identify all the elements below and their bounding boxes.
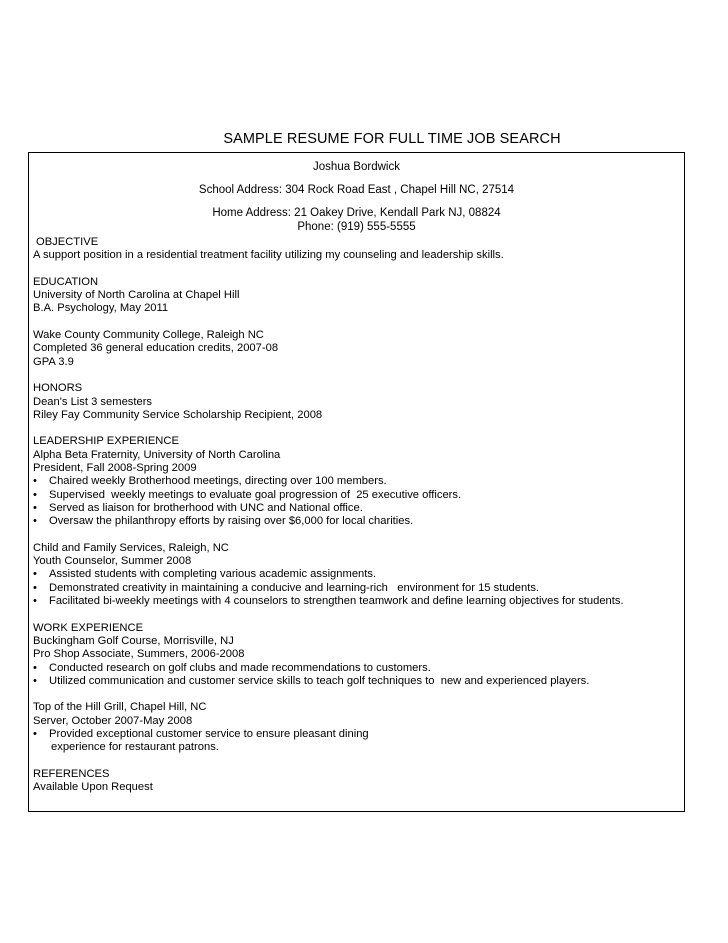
bullet-item	[33, 595, 680, 608]
leadership-heading: LEADERSHIP EXPERIENCE	[33, 435, 179, 448]
bullet-icon: •	[33, 568, 37, 581]
references-heading: REFERENCES	[33, 767, 110, 780]
bullet-item	[33, 582, 680, 595]
work-org-1: Buckingham Golf Course, Morrisville, NJ	[33, 634, 234, 647]
bullet-text: Served as liaison for brotherhood with UNC and National office.	[49, 501, 363, 514]
work-title-1: Pro Shop Associate, Summers, 2006-2008	[33, 648, 245, 661]
bullet-text: Assisted students with completing various academic assignments.	[49, 568, 377, 581]
bullet-continuation: experience for restaurant patrons.	[51, 741, 219, 754]
education-gpa-2: GPA 3.9	[33, 355, 74, 368]
bullet-item	[33, 728, 680, 741]
bullet-icon: •	[33, 581, 37, 594]
home-address: Home Address: 21 Oakey Drive, Kendall Park NJ, 08824	[212, 207, 501, 219]
objective-heading: OBJECTIVE	[36, 236, 99, 248]
education-school-1: University of North Carolina at Chapel Hill	[33, 289, 240, 302]
leadership-title-2: Youth Counselor, Summer 2008	[33, 555, 192, 568]
bullet-item	[33, 568, 680, 581]
bullet-item	[33, 489, 680, 502]
education-degree-1: B.A. Psychology, May 2011	[33, 302, 169, 315]
bullet-item	[33, 515, 680, 528]
phone-number: Phone: (919) 555-5555	[297, 221, 416, 233]
bullet-icon: •	[33, 515, 37, 528]
honor-item: Riley Fay Community Service Scholarship Recipient, 2008	[33, 408, 323, 421]
resume-body	[33, 236, 680, 794]
resume-frame	[28, 152, 685, 812]
bullet-text: Chaired weekly Brotherhood meetings, directing over 100 members.	[49, 475, 387, 488]
bullet-text: Demonstrated creativity in maintaining a conducive and learning-rich environment for 15 students.	[49, 581, 540, 594]
bullet-icon: •	[33, 488, 37, 501]
bullet-text: Conducted research on golf clubs and made recommendations to customers.	[49, 661, 431, 674]
bullet-item	[33, 475, 680, 488]
education-heading: EDUCATION	[33, 275, 99, 288]
bullet-text: Utilized communication and customer service skills to teach golf techniques to new and experienced players.	[49, 674, 590, 687]
bullet-item	[33, 675, 680, 688]
candidate-name: Joshua Bordwick	[313, 161, 400, 173]
bullet-icon: •	[33, 501, 37, 514]
bullet-icon: •	[33, 661, 37, 674]
bullet-icon: •	[33, 595, 37, 608]
bullet-text: Oversaw the philanthropy efforts by raising over $6,000 for local charities.	[49, 515, 414, 528]
bullet-text: Facilitated bi-weekly meetings with 4 counselors to strengthen teamwork and define learning objectives for students.	[49, 595, 624, 608]
bullet-text: Provided exceptional customer service to ensure pleasant dining	[49, 727, 369, 740]
leadership-org-1: Alpha Beta Fraternity, University of North Carolina	[33, 448, 281, 461]
objective-text: A support position in a residential treatment facility utilizing my counseling and leadership skills.	[33, 249, 504, 262]
leadership-title-1: President, Fall 2008-Spring 2009	[33, 462, 197, 475]
bullet-icon: •	[33, 475, 37, 488]
bullet-icon: •	[33, 727, 37, 740]
bullet-text: Supervised weekly meetings to evaluate goal progression of 25 executive officers.	[49, 488, 462, 501]
bullet-icon: •	[33, 674, 37, 687]
work-org-2: Top of the Hill Grill, Chapel Hill, NC	[33, 701, 207, 714]
work-heading: WORK EXPERIENCE	[33, 621, 144, 634]
school-address: School Address: 304 Rock Road East , Chapel Hill NC, 27514	[198, 184, 515, 196]
bullet-item	[33, 662, 680, 675]
education-detail-2: Completed 36 general education credits, 2007-08	[33, 342, 279, 355]
document-title: SAMPLE RESUME FOR FULL TIME JOB SEARCH	[223, 131, 561, 147]
honor-item: Dean's List 3 semesters	[33, 395, 153, 408]
work-title-2: Server, October 2007-May 2008	[33, 714, 193, 727]
honors-heading: HONORS	[33, 382, 83, 395]
education-school-2: Wake County Community College, Raleigh NC	[33, 329, 264, 342]
references-text: Available Upon Request	[33, 781, 153, 794]
bullet-item	[33, 502, 680, 515]
leadership-org-2: Child and Family Services, Raleigh, NC	[33, 541, 229, 554]
